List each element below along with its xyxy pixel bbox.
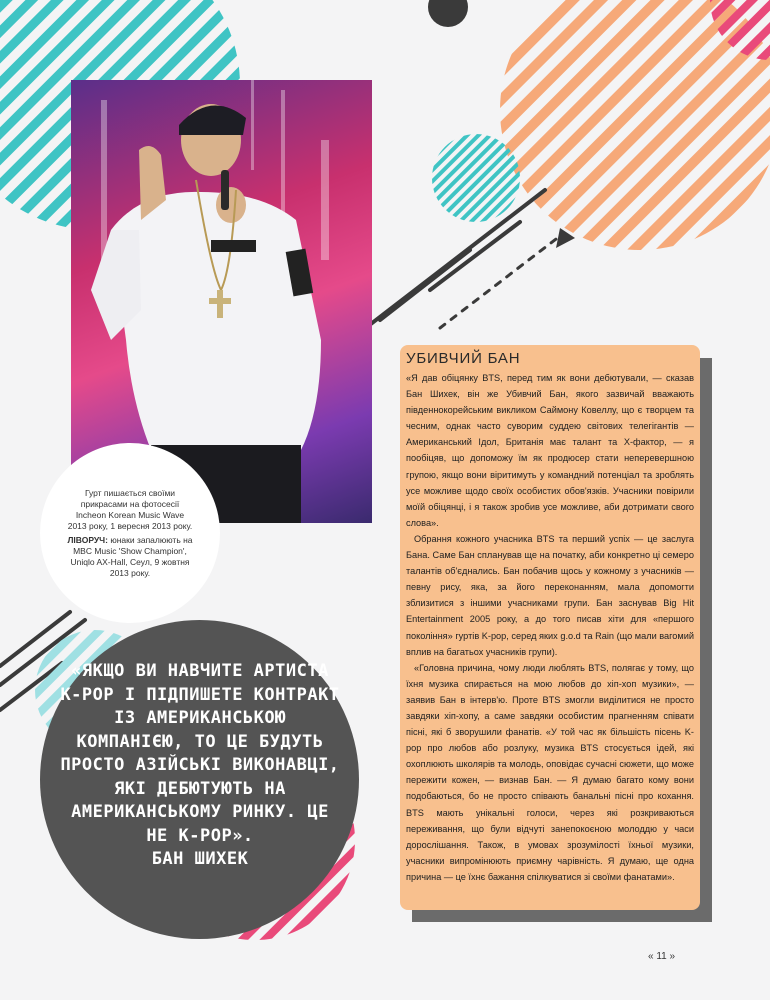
pull-quote-author: БАН ШИХЕК — [151, 849, 249, 869]
diagonal-lines-upper — [350, 190, 545, 340]
article-paragraph-2: Обрання кожного учасника BTS та перший успіх — це заслуга Бана. Саме Бан спланував ще на початку, аби конкретно ці семеро талантів об'єднались. Бан побачив щось у кожному з учасників — певну рису, яка, за його переконанням, мала допомогти зблизитися з іншими учасниками групи. Бан заснував Big Hit Entertainment 2005 року, а до того писав хіти для «першого покоління» гуртів K-pop, серед яких g.o.d та Rain (що мали вагомий вплив на багатьох учасників групи). — [406, 533, 694, 657]
article-box — [400, 345, 700, 910]
pull-quote — [60, 660, 340, 872]
dark-dot — [428, 0, 468, 27]
article-title: УБИВЧИЙ БАН — [406, 350, 521, 367]
teal-small-circle — [432, 134, 520, 222]
pull-quote-text: «ЯКЩО ВИ НАВЧИТЕ АРТИСТА K-POP І ПІДПИШЕТЕ КОНТРАКТ ІЗ АМЕРИКАНСЬКОЮ КОМПАНІЄЮ, ТО ЦЕ БУДУТЬ ПРОСТО АЗІЙСЬКІ ВИКОНАВЦІ, ЯКІ ДЕБЮТУЮТЬ НА АМЕРИКАНСЬКОМУ РИНКУ. ЦЕ НЕ K-POP». — [60, 661, 340, 846]
caption-label: ЛІВОРУЧ: — [67, 534, 108, 545]
caption-text-1: Гурт пишається своїми прикрасами на фотосесії Incheon Korean Music Wave 2013 року, 1 вересня 2013 року. — [67, 487, 193, 531]
page-number: « 11 » — [648, 951, 676, 962]
photo-caption — [40, 443, 220, 623]
caption-text-2-body: юнаки запалюють на MBC Music 'Show Champion', Uniqlo AX-Hall, Сеул, 9 жовтня 2013 року. — [70, 534, 193, 578]
caption-text-2 — [66, 535, 194, 579]
article-paragraph-3: «Головна причина, чому люди люблять BTS, полягає у тому, що їхня музика спирається на мою любов до хіп-хоп музики», — заявив Бан в інтерв'ю. Проте BTS змогли виділитися не просто завдяки хіп-хопу, а саме завдяки особистим прагненням співати пісні, які б зворушили фанатів. «У той час як більшість пісень K-pop про любов або розлуку, музика BTS стосується ідей, які охоплюють школярів та молодь, оповідає сучасні сюжети, що може пережити кожен, — визнав Бан. — Я думаю багато кому вони подобаються, бо не просто співають банальні пісні про кохання. BTS мають унікальні голоси, через які розкриваються переживання, що були відчуті занепокоєною молоддю у часи дорослішання. Також, в умовах зрозумілості їхньої музики, учасники випромінюють приємну чарівність. Я думаю, ще одна причина — це їхнє бажання спілкуватися зі своїми фанатами». — [406, 662, 694, 882]
article-paragraph-1: «Я дав обіцянку BTS, перед тим як вони дебютували, — сказав Бан Шихек, він же Убивчий Бан, якого зазвичай вважають південнокорейським викликом Саймону Ковеллу, що є творцем та чесним, однак часто суворим суддею світових телегігантів — Американський Ідол, Британія має талант та Х-фактор, — я пообіцяв, що допоможу їм як продюсер стати неперевершною групою, якщо вони віритимуть у командний потенціал та зроблять усе можливе щодо своїх особистих обов'язків. Учасники повірили моїй обіцянці, і я також зробив усе можливе, аби дотримати свого слова». — [406, 373, 694, 528]
